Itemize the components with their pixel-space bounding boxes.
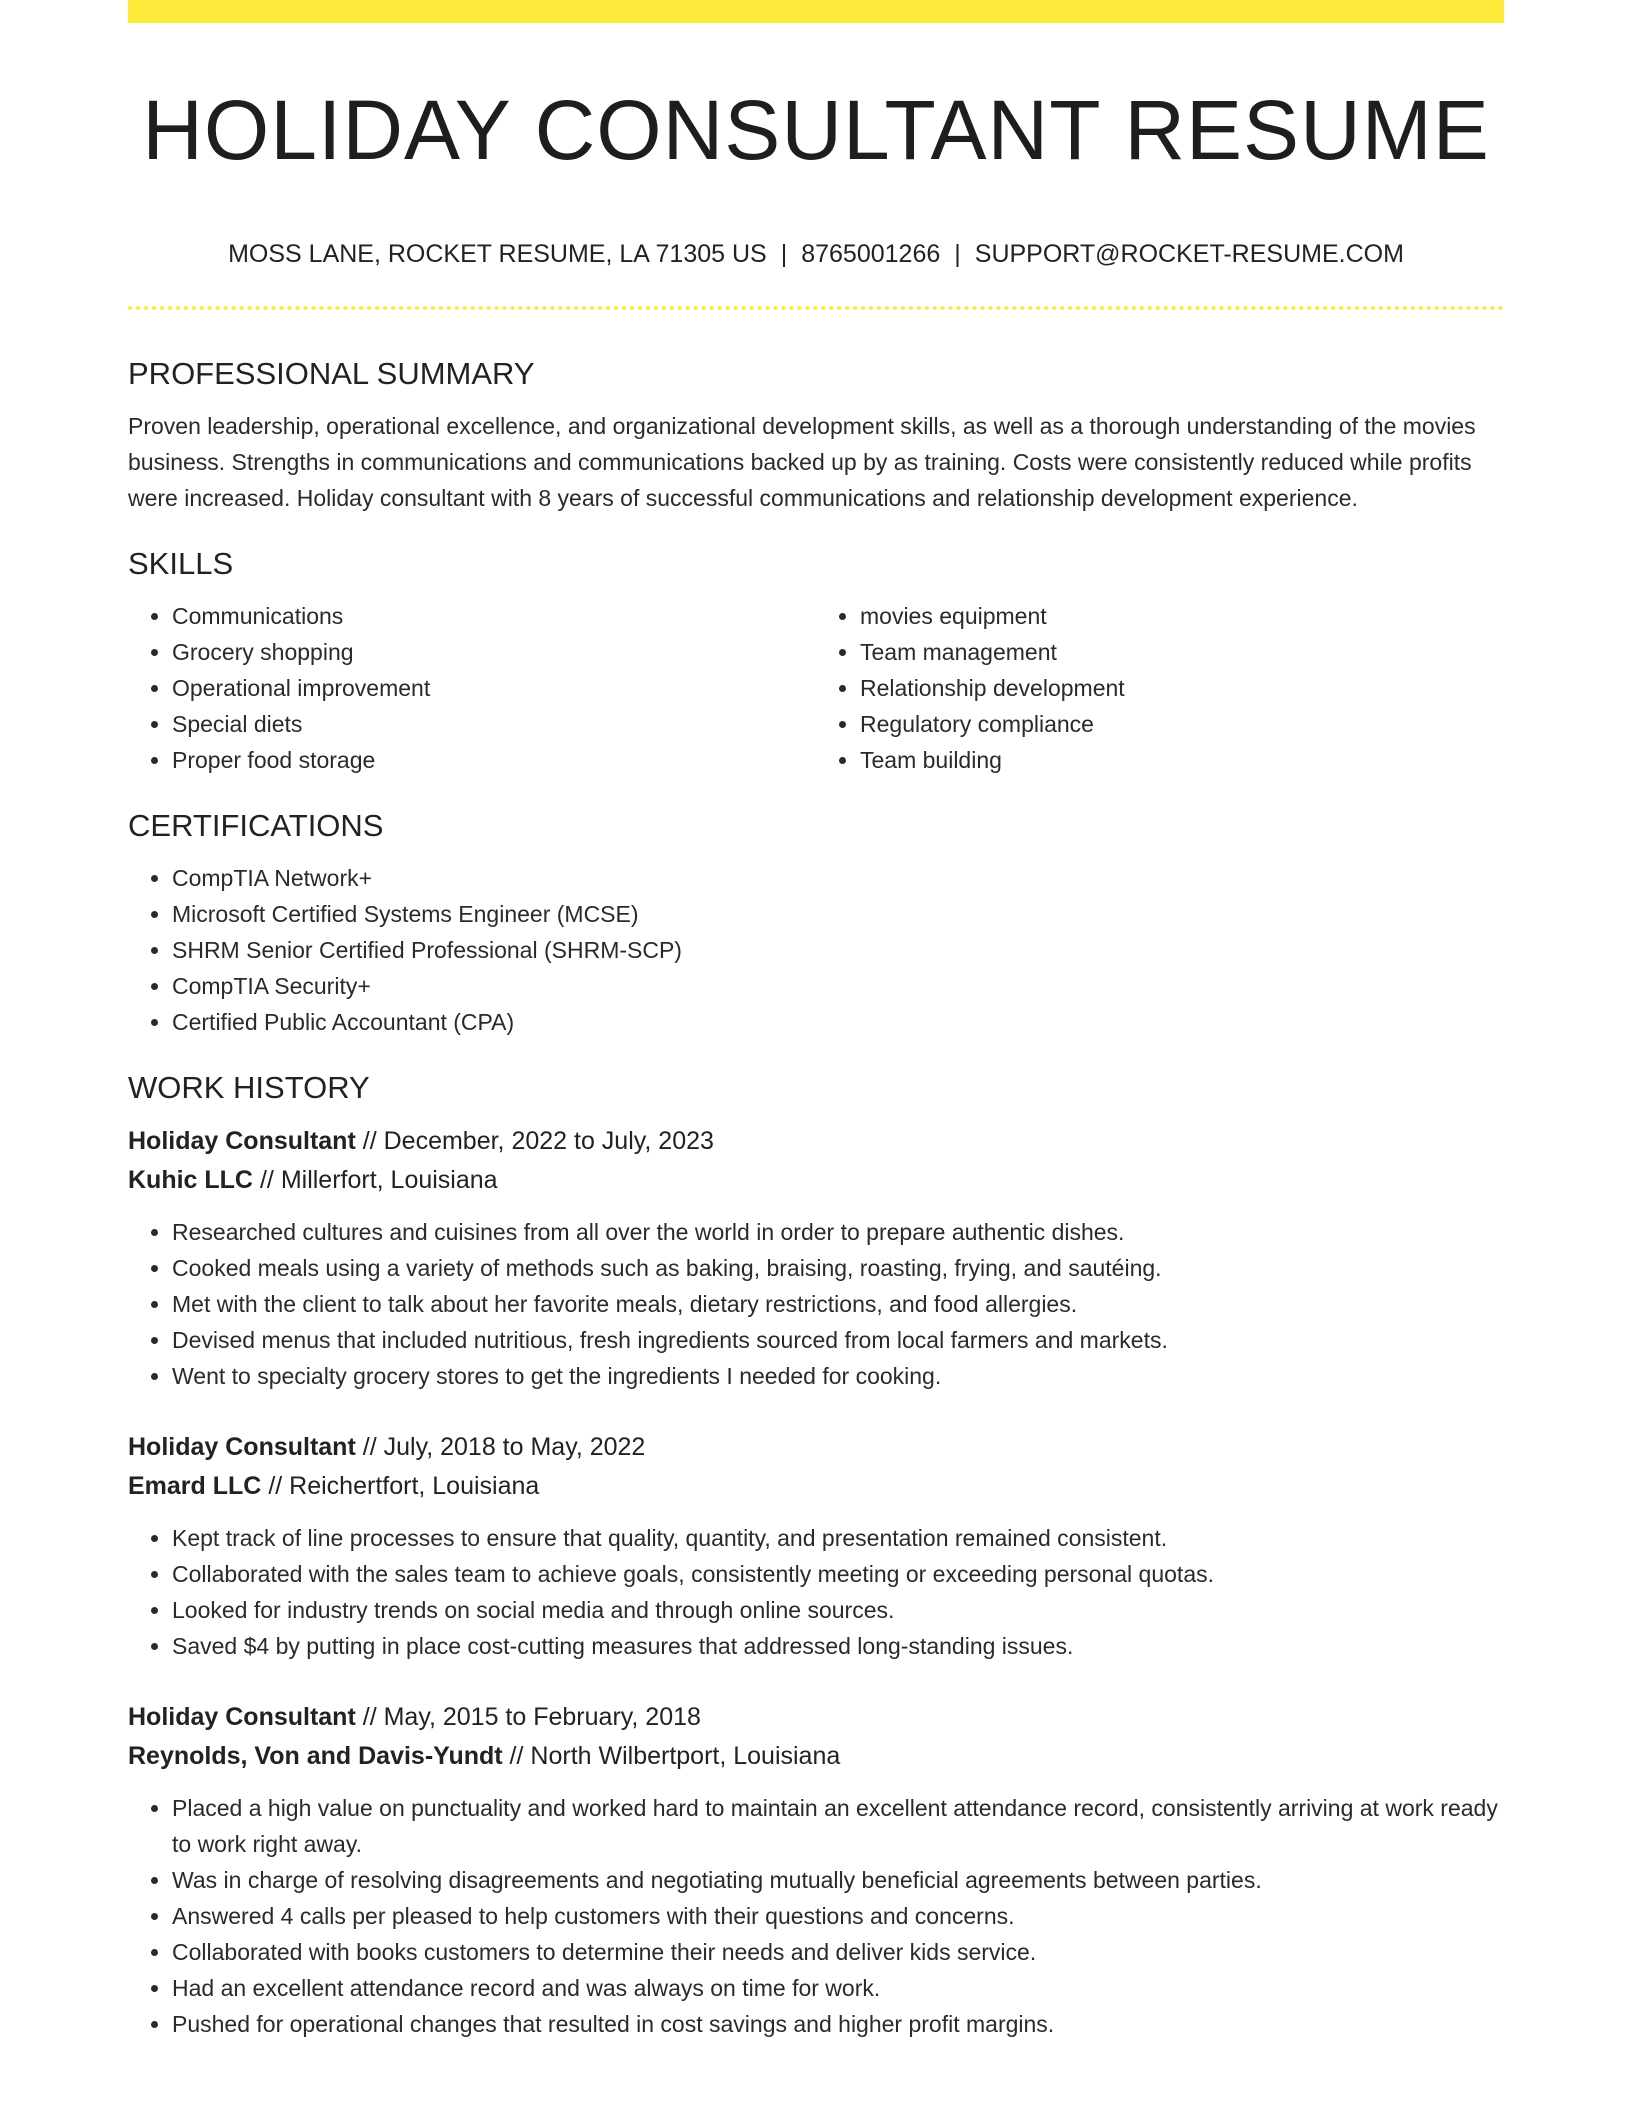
job-entry — [128, 1122, 1504, 1394]
job-bullet: • Was in charge of resolving disagreements and negotiating mutually beneficial agreements between parties. — [172, 1862, 1504, 1898]
skill-item: • Relationship development — [860, 670, 1504, 706]
job-entry — [128, 1428, 1504, 1664]
skills-heading: SKILLS — [128, 546, 234, 581]
job-bullet: • Had an excellent attendance record and was always on time for work. — [172, 1970, 1504, 2006]
job-title-line — [128, 1428, 1504, 1467]
work-history-heading: WORK HISTORY — [128, 1070, 370, 1105]
job-bullet: • Saved $4 by putting in place cost-cutting measures that addressed long-standing issues. — [172, 1628, 1504, 1664]
certifications-heading: CERTIFICATIONS — [128, 808, 384, 843]
job-dates: May, 2015 to February, 2018 — [383, 1703, 701, 1731]
certification-item: • CompTIA Security+ — [172, 968, 1504, 1004]
contact-separator: | — [954, 240, 961, 268]
job-company-line — [128, 1467, 1504, 1506]
job-bullet: • Researched cultures and cuisines from all over the world in order to prepare authentic dishes. — [172, 1214, 1504, 1250]
certifications-list — [128, 860, 1504, 1040]
job-title-line — [128, 1698, 1504, 1737]
skills-column-left — [128, 598, 816, 778]
job-bullet: • Looked for industry trends on social media and through online sources. — [172, 1592, 1504, 1628]
job-divider: // — [362, 1127, 377, 1155]
job-company-line — [128, 1737, 1504, 1776]
contact-phone: 8765001266 — [801, 240, 941, 268]
skills-column-right — [816, 598, 1504, 778]
contact-address: MOSS LANE, ROCKET RESUME, LA 71305 US — [228, 240, 767, 268]
job-divider: // — [362, 1433, 377, 1461]
summary-text: Proven leadership, operational excellence, and organizational development skills, as well as a thorough understanding of the movies business. Strengths in communications and communications backed up by as training. Costs were consistently reduced while profits were increased. Holiday consultant with 8 years of successful communications and relationship development experience. — [128, 413, 1476, 511]
job-bullets — [128, 1214, 1504, 1394]
skill-item: • Team building — [860, 742, 1504, 778]
skill-item: • movies equipment — [860, 598, 1504, 634]
job-bullet: • Collaborated with the sales team to achieve goals, consistently meeting or exceeding personal quotas. — [172, 1556, 1504, 1592]
skill-item: • Team management — [860, 634, 1504, 670]
job-company-line — [128, 1161, 1504, 1200]
job-entry — [128, 1698, 1504, 2042]
job-dates: December, 2022 to July, 2023 — [383, 1127, 714, 1155]
job-dates: July, 2018 to May, 2022 — [383, 1433, 646, 1461]
job-divider: // — [259, 1166, 274, 1194]
job-location: North Wilbertport, Louisiana — [530, 1742, 841, 1770]
job-bullets — [128, 1520, 1504, 1664]
job-bullet: • Met with the client to talk about her favorite meals, dietary restrictions, and food allergies. — [172, 1286, 1504, 1322]
certification-item: • Microsoft Certified Systems Engineer (MCSE) — [172, 896, 1504, 932]
job-divider: // — [268, 1472, 283, 1500]
certification-item: • Certified Public Accountant (CPA) — [172, 1004, 1504, 1040]
job-bullet: • Cooked meals using a variety of methods such as baking, braising, roasting, frying, and sautéing. — [172, 1250, 1504, 1286]
resume-content — [128, 352, 1504, 2042]
job-title: Holiday Consultant — [128, 1703, 356, 1731]
job-company: Reynolds, Von and Davis-Yundt — [128, 1742, 503, 1770]
contact-line — [128, 236, 1504, 272]
certification-item: • SHRM Senior Certified Professional (SHRM-SCP) — [172, 932, 1504, 968]
summary-heading: PROFESSIONAL SUMMARY — [128, 356, 535, 391]
top-accent-bar — [128, 0, 1504, 23]
certification-item: • CompTIA Network+ — [172, 860, 1504, 896]
skill-item: • Special diets — [172, 706, 816, 742]
contact-email: SUPPORT@ROCKET-RESUME.COM — [974, 240, 1404, 268]
job-company: Kuhic LLC — [128, 1166, 253, 1194]
job-location: Millerfort, Louisiana — [280, 1166, 498, 1194]
job-divider: // — [362, 1703, 377, 1731]
job-bullet: • Pushed for operational changes that resulted in cost savings and higher profit margins. — [172, 2006, 1504, 2042]
dotted-divider — [128, 306, 1504, 310]
job-divider: // — [509, 1742, 524, 1770]
skill-item: • Grocery shopping — [172, 634, 816, 670]
job-bullet: • Kept track of line processes to ensure that quality, quantity, and presentation remained consistent. — [172, 1520, 1504, 1556]
skill-item: • Communications — [172, 598, 816, 634]
job-bullets — [128, 1790, 1504, 2042]
job-title: Holiday Consultant — [128, 1433, 356, 1461]
skill-item: • Regulatory compliance — [860, 706, 1504, 742]
skill-item: • Proper food storage — [172, 742, 816, 778]
job-bullet: • Placed a high value on punctuality and worked hard to maintain an excellent attendance record, consistently arriving at work ready to work right away. — [172, 1790, 1504, 1862]
job-location: Reichertfort, Louisiana — [289, 1472, 540, 1500]
skill-item: • Operational improvement — [172, 670, 816, 706]
job-bullet: • Went to specialty grocery stores to get the ingredients I needed for cooking. — [172, 1358, 1504, 1394]
contact-separator: | — [780, 240, 788, 268]
job-bullet: • Answered 4 calls per pleased to help customers with their questions and concerns. — [172, 1898, 1504, 1934]
job-title: Holiday Consultant — [128, 1127, 356, 1155]
job-bullet: • Collaborated with books customers to determine their needs and deliver kids service. — [172, 1934, 1504, 1970]
skills-list — [128, 598, 1504, 778]
job-company: Emard LLC — [128, 1472, 262, 1500]
job-bullet: • Devised menus that included nutritious, fresh ingredients sourced from local farmers and markets. — [172, 1322, 1504, 1358]
resume-title: HOLIDAY CONSULTANT RESUME — [142, 83, 1490, 177]
job-title-line — [128, 1122, 1504, 1161]
